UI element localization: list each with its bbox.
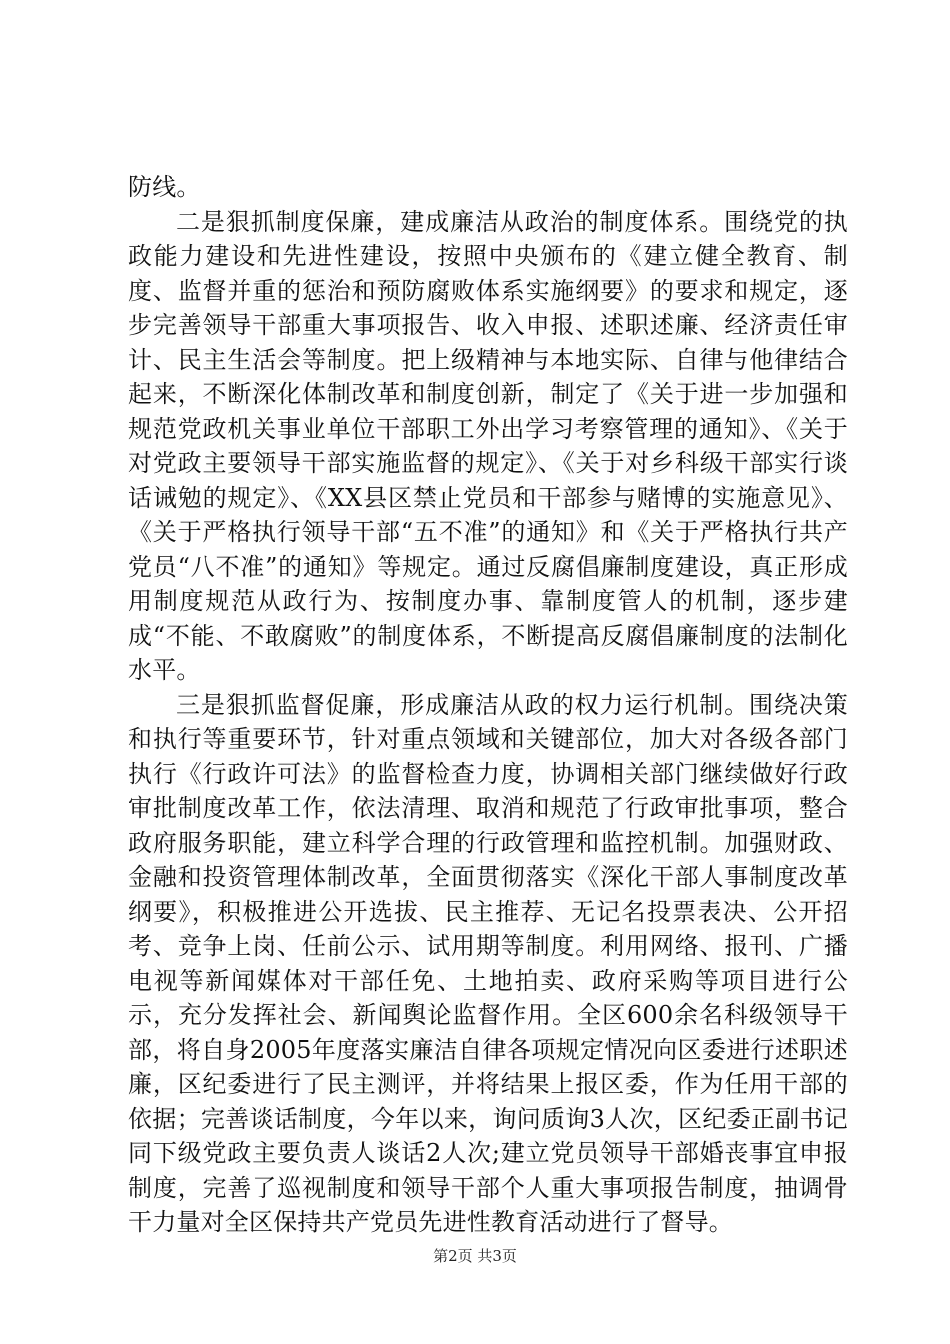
paragraph-3: 三是狠抓监督促廉，形成廉洁从政的权力运行机制。围绕决策和执行等重要环节，针对重点领域和关键部位，加大对各级各部门执行《行政许可法》的监督检查力度，协调相关部门继续做好行政审批制度改革工作，依法清理、取消和规范了行政审批事项，整合政府服务职能，建立科学合理的行政管理和监控机制。加强财政、金融和投资管理体制改革，全面贯彻落实《深化干部人事制度改革纲要》，积极推进公开选拔、民主推荐、无记名投票表决、公开招考、竞争上岗、任前公示、试用期等制度。利用网络、报刊、广播电视等新闻媒体对干部任免、土地拍卖、政府采购等项目进行公示，充分发挥社会、新闻舆论监督作用。全区600余名科级领导干部，将自身2005年度落实廉洁自律各项规定情况向区委进行述职述廉，区纪委进行了民主测评，并将结果上报区委，作为任用干部的依据；完善谈话制度，今年以来，询问质询3人次，区纪委正副书记同下级党政主要负责人谈话2人次;建立党员领导干部婚丧事宜申报制度，完善了巡视制度和领导干部个人重大事项报告制度，抽调骨干力量对全区保持共产党员先进性教育活动进行了督导。 (128, 690, 848, 1236)
page-number-label: 第2页 共3页 (433, 1247, 517, 1265)
paragraph-2: 二是狠抓制度保廉，建成廉洁从政治的制度体系。围绕党的执政能力建设和先进性建设，按照中央颁布的《建立健全教育、制度、监督并重的惩治和预防腐败体系实施纲要》的要求和规定，逐步完善领导干部重大事项报告、收入申报、述职述廉、经济责任审计、民主生活会等制度。把上级精神与本地实际、自律与他律结合起来，不断深化体制改革和制度创新，制定了《关于进一步加强和规范党政机关事业单位干部职工外出学习考察管理的通知》、《关于对党政主要领导干部实施监督的规定》、《关于对乡科级干部实行谈话诫勉的规定》、《XX县区禁止党员和干部参与赌博的实施意见》、《关于严格执行领导干部“五不准”的通知》和《关于严格执行共产党员“八不准”的通知》等规定。通过反腐倡廉制度建设，真正形成用制度规范从政行为、按制度办事、靠制度管人的机制，逐步建成“不能、不敢腐败”的制度体系，不断提高反腐倡廉制度的法制化水平。 (128, 207, 848, 684)
paragraph-1: 防线。 (128, 173, 201, 201)
body-text (128, 170, 848, 1240)
page-footer (0, 1245, 950, 1266)
